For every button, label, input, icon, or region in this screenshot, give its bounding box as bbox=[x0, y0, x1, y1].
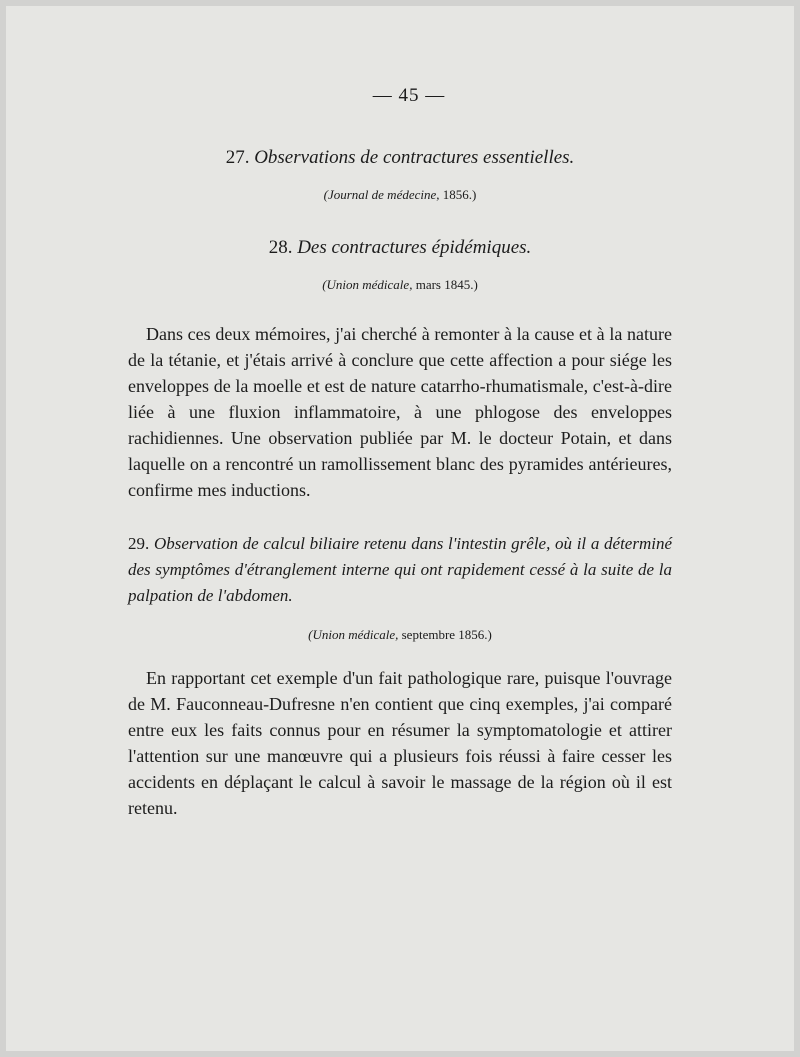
entry-27-heading bbox=[128, 147, 672, 169]
source-journal: (Union médicale, bbox=[308, 627, 399, 642]
source-journal: (Journal de médecine, bbox=[323, 187, 440, 202]
entry-27-source bbox=[128, 187, 672, 203]
entry-29-source bbox=[128, 627, 672, 643]
source-journal: (Union médicale, bbox=[322, 277, 413, 292]
page-number: — 45 — bbox=[372, 85, 446, 106]
page-content bbox=[128, 85, 672, 821]
entry-number: 27. bbox=[225, 147, 250, 168]
entry-title: Observations de contractures essentielles. bbox=[254, 147, 575, 168]
entry-number: 29. bbox=[128, 534, 150, 553]
source-date: mars 1845.) bbox=[415, 277, 478, 292]
entry-title: Des contractures épidémiques. bbox=[297, 237, 532, 258]
body-paragraph-1: Dans ces deux mémoires, j'ai cherché à remonter à la cause et à la nature de la tétanie, et j'étais arrivé à conclure que cette affection a pour siége les enveloppes de la moelle et est de nature catarrho-rhumatismale, c'est-à-dire liée à une fluxion inflammatoire, à une phlogose des enveloppes rachidiennes. Une observation publiée par M. le docteur Potain, et dans laquelle on a rencontré un ramollissement blanc des pyramides antérieures, confirme mes inductions. bbox=[128, 324, 672, 500]
entry-28-source bbox=[128, 277, 672, 293]
entry-29-heading bbox=[128, 531, 672, 609]
source-date: 1856.) bbox=[442, 187, 477, 202]
entry-number: 28. bbox=[268, 237, 293, 258]
body-paragraph-2: En rapportant cet exemple d'un fait pathologique rare, puisque l'ouvrage de M. Fauconneau-Dufresne n'en contient que cinq exemples, j'ai comparé entre eux les faits connus pour en résumer la symptomatologie et attirer l'attention sur une manœuvre qui a plusieurs fois réussi à faire cesser les accidents en déplaçant le calcul à savoir le massage de la région où il est retenu. bbox=[128, 668, 672, 818]
entry-28-heading bbox=[128, 237, 672, 259]
entry-title: Observation de calcul biliaire retenu dans l'intestin grêle, où il a déterminé des symptômes d'étranglement interne qui ont rapidement cessé à la suite de la palpation de l'abdomen. bbox=[128, 534, 673, 605]
source-date: septembre 1856.) bbox=[401, 627, 492, 642]
